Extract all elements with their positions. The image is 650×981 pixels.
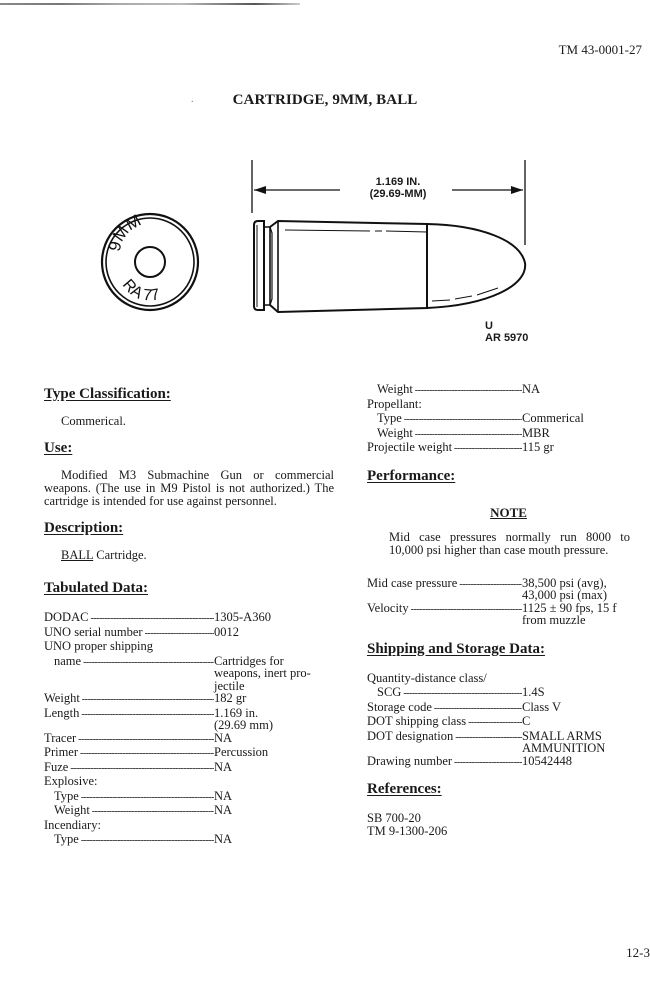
data-row [44,692,334,707]
references-heading: References: [367,781,442,797]
reference-item: SB 700-20 [367,811,421,825]
data-row [44,626,334,641]
data-row [44,611,334,626]
tm-number: TM 43-0001-27 [558,42,642,57]
data-row-value: 1.4S [522,685,545,699]
reference-item: TM 9-1300-206 [367,824,448,838]
data-row [44,655,334,693]
data-row-label: Incendiary: [44,818,101,832]
data-row [367,383,650,398]
note-title: NOTE [490,504,527,520]
arrowhead-left [254,186,266,194]
data-row [367,686,650,701]
data-row-value: 115 gr [522,440,554,454]
data-row-label: Fuze ----- [44,761,214,776]
data-row [44,790,334,805]
description-ball: BALL [61,548,94,562]
data-row-label: DODAC ----- [44,611,214,626]
headstamp-bottom-text: RA 77 [118,276,162,305]
data-row-label: Velocity ----- [367,602,522,627]
data-row-label: Primer ----- [44,746,214,761]
data-row [44,761,334,776]
data-row-label: Tracer ----- [44,732,214,747]
data-row-label: Weight ----- [44,692,214,707]
data-row [44,640,334,655]
data-row-value: Percussion [214,745,269,759]
description-rest: Cartridge. [93,548,147,562]
data-row-label: Type ----- [367,412,522,427]
data-row-label: Type ----- [44,833,214,848]
cartridge-rim [254,221,264,310]
data-row [367,427,650,442]
data-row [367,730,650,755]
type-classification-heading: Type Classification: [44,386,171,402]
data-row-value: NA [214,730,233,745]
data-row-label: Quantity-distance class/ [367,671,487,685]
data-row-label: DOT shipping class ----- [367,715,522,730]
figure-id: AR 5970 [485,332,529,344]
data-row [367,602,650,627]
data-row-value: 182 gr [214,691,247,705]
stray-dot: . [191,94,194,105]
data-row-value: 10542448 [522,753,572,768]
dimension-inches: 1.169 IN. [375,176,421,188]
data-row-value: 38,500 psi (avg), 43,000 psi (max) [522,575,608,602]
data-row [44,775,334,790]
data-row-label: Storage code ----- [367,701,522,716]
references-list [367,812,650,838]
data-row [367,398,650,413]
dimension-label [358,176,438,200]
data-row-label: Drawing number ----- [367,755,522,770]
use-text: Modified M3 Submachine Gun or commercial weapons. (The use in M9 Pistol is not authorized.) The cartridge is intended for use against personnel. [44,468,334,508]
case-highlight [285,230,427,232]
data-row-value: C [522,714,531,728]
data-row-label: Weight ----- [367,383,522,398]
data-row-value: NA [214,759,233,774]
classification-mark: U [485,320,493,332]
shipping-storage-heading: Shipping and Storage Data: [367,640,545,657]
data-row [44,804,334,819]
data-row-label: Weight ----- [367,427,522,442]
performance-heading: Performance: [367,467,456,484]
data-row-label: Type ----- [44,790,214,805]
data-row-value: MBR [522,425,550,440]
data-row-label: Mid case pressure ----- [367,577,522,602]
tabulated-data-heading: Tabulated Data: [44,580,149,596]
data-row-value: Commerical [522,411,584,425]
data-row [367,441,650,456]
data-row-label: Length ----- [44,707,214,732]
page-title: CARTRIDGE, 9MM, BALL [232,92,418,108]
data-row-label: Explosive: [44,775,98,788]
data-row [44,819,334,834]
note-text: Mid case pressures normally run 8000 to 10,000 psi higher than case mouth pressure. [389,529,630,557]
data-row [367,412,650,427]
data-row-value: Class V [522,699,562,714]
data-row-label: Projectile weight ----- [367,441,522,456]
data-row [44,746,334,761]
type-classification-text: Commerical. [61,414,126,428]
shipping-storage-table [367,672,650,770]
headstamp-top-text: 9MM [104,212,145,254]
data-row-label: Weight ----- [44,804,214,819]
data-row-label: name ----- [44,655,214,693]
data-row [367,715,650,730]
data-row-value: NA [522,382,541,396]
data-row-value: 1125 ± 90 fps, 15 f from muzzle [522,600,617,627]
data-row-value: NA [214,788,233,803]
data-row-label: Propellant: [367,397,422,411]
headstamp-figure [100,212,200,312]
data-row [44,833,334,848]
data-row-value: 0012 [214,624,239,639]
data-row-value: 1305-A360 [214,610,271,624]
data-row-label: DOT designation ----- [367,730,522,755]
description-heading: Description: [44,520,124,536]
performance-table [367,577,650,627]
cartridge-case [270,221,427,312]
figure-id-label [485,320,528,344]
dimension-mm: (29.69-MM) [369,188,427,200]
data-row-value: Cartridges for weapons, inert pro- jectile [214,653,311,693]
data-row-value: 1.169 in. (29.69 mm) [214,705,274,732]
data-row [44,732,334,747]
data-row-label: SCG ----- [367,686,522,701]
data-row-value: SMALL ARMS AMMUNITION [522,728,606,755]
data-row-value: NA [214,832,233,846]
primer-circle [135,247,165,277]
description-text [44,549,334,562]
page-number: 12-3 [626,945,650,960]
bullet-projectile [427,224,525,308]
left-column [44,386,334,848]
data-row-value: NA [214,803,233,817]
tabulated-data-table [44,611,334,848]
bullet-highlight [432,288,498,301]
data-row [367,672,650,687]
data-row [367,577,650,602]
data-row [367,755,650,770]
data-row [367,701,650,716]
right-column [367,383,650,838]
data-row-label: UNO proper shipping [44,640,154,653]
tabulated-data-table-continued [367,383,650,456]
data-row-label: UNO serial number ----- [44,626,214,641]
data-row [44,707,334,732]
use-heading: Use: [44,440,73,456]
arrowhead-right [511,186,523,194]
top-rule [0,3,300,5]
